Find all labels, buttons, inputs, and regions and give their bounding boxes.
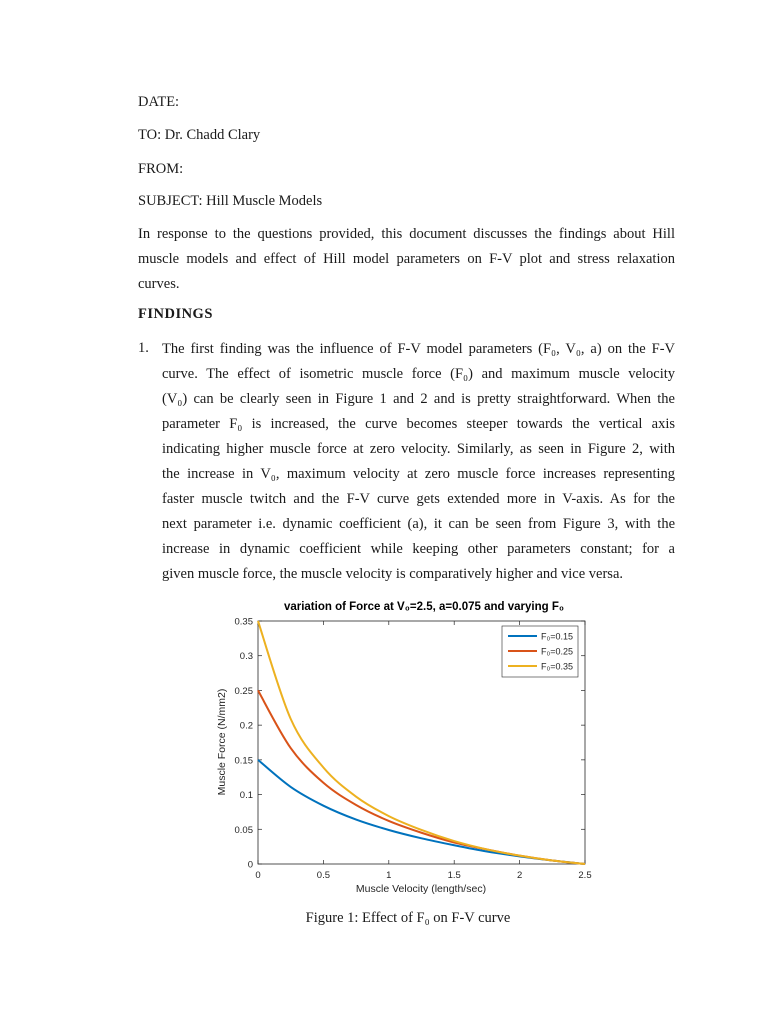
chart-legend [502,626,578,677]
finding-line: curve. The effect of isometric muscle force (F₀) and maximum muscle velocity [162,366,675,382]
x-tick-label: 1.5 [447,870,461,881]
y-tick-label: 0 [247,859,253,871]
x-tick-label: 2 [516,870,523,881]
finding-line: (V₀) can be clearly seen in Figure 1 and 2 and is pretty straightforward. When the [162,391,675,407]
memo-to: TO: Dr. Chadd Clary [138,127,261,143]
finding-line: increase in dynamic coefficient while keeping other parameters constant; for a [162,541,675,557]
finding-number: 1. [138,340,149,356]
finding-line: given muscle force, the muscle velocity is comparatively higher and vice versa. [162,566,624,582]
x-tick-label: 0.5 [316,870,331,881]
y-axis-label: Muscle Force (N/mm2) [216,688,228,796]
legend-label: F₀=0.15 [541,631,574,642]
y-tick-label: 0.25 [234,685,253,697]
finding-line: next parameter i.e. dynamic coefficient (a), it can be seen from Figure 3, with the [162,516,675,532]
findings-heading: FINDINGS [138,306,213,322]
intro-line: curves. [138,276,180,292]
finding-line: The first finding was the influence of F-V model parameters (F₀, V₀, a) on the F-V [162,341,675,357]
y-tick-label: 0.2 [239,720,253,732]
x-axis-label: Muscle Velocity (length/sec) [355,883,487,895]
y-tick-label: 0.05 [234,824,253,836]
intro-paragraph [138,222,675,297]
memo-subject: SUBJECT: Hill Muscle Models [138,193,323,209]
legend-label: F₀=0.25 [541,646,574,657]
force-velocity-chart [200,592,620,902]
finding-1-paragraph [162,337,675,587]
x-tick-label: 1 [386,870,392,881]
intro-line: muscle models and effect of Hill model parameters on F-V plot and stress relaxation [138,251,675,267]
finding-line: the increase in V₀, maximum velocity at zero muscle force increases representing [162,466,675,482]
x-tick-label: 2.5 [578,870,592,881]
y-tick-label: 0.35 [234,616,253,628]
chart-title: variation of Force at V₀=2.5, a=0.075 and varying F₀ [283,601,565,613]
memo-from: FROM: [138,161,184,177]
legend-label: F₀=0.35 [541,661,574,672]
memo-date: DATE: [138,94,180,110]
finding-line: indicating higher muscle force at zero velocity. Similarly, as seen in Figure 2, with [162,441,675,457]
finding-line: faster muscle twitch and the F-V curve gets extended more in V-axis. As for the [162,491,675,507]
y-tick-label: 0.1 [239,790,253,802]
intro-line: In response to the questions provided, this document discusses the findings about Hill [138,226,675,242]
y-tick-label: 0.15 [234,755,253,767]
y-tick-label: 0.3 [239,651,253,663]
finding-line: parameter F₀ is increased, the curve becomes steeper towards the vertical axis [162,416,675,432]
x-tick-label: 0 [255,870,261,881]
figure-caption: Figure 1: Effect of F₀ on F-V curve [305,910,511,926]
